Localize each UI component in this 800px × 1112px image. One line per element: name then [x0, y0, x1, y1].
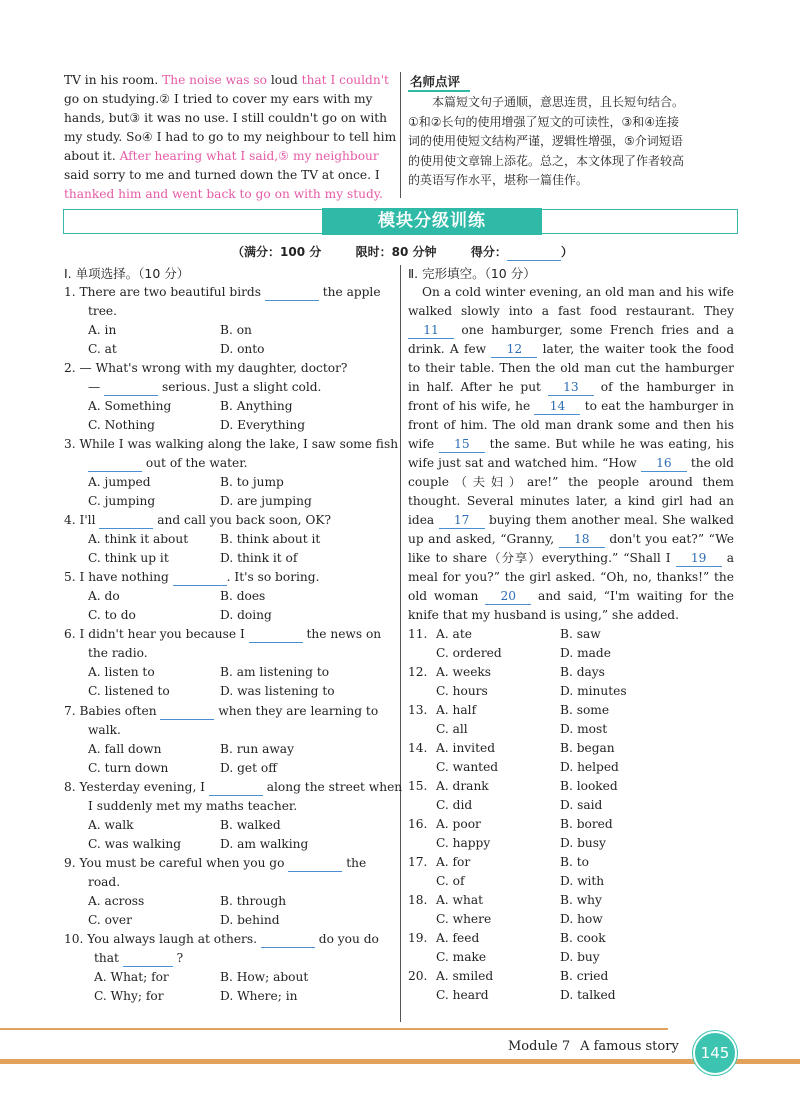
question-3: 3. While I was walking along the lake, I saw some fish	[64, 437, 399, 451]
answer-blank[interactable]	[249, 627, 303, 643]
option[interactable]: B. on	[220, 323, 252, 337]
option[interactable]: A. feed	[436, 931, 480, 945]
passage-line: hands, but③ it was no use. I still couldn't go on with	[64, 111, 387, 125]
option[interactable]: B. saw	[560, 627, 601, 641]
option[interactable]: D. said	[560, 798, 603, 812]
cloze-blank[interactable]: 11	[408, 323, 454, 339]
cloze-blank[interactable]: 13	[548, 380, 594, 396]
question-9-cont: road.	[88, 875, 121, 889]
option[interactable]: C. make	[436, 950, 487, 964]
option[interactable]: B. began	[560, 741, 615, 755]
option[interactable]: D. with	[560, 874, 605, 888]
page-number: 145	[693, 1031, 737, 1075]
cloze-text: one hamburger, some French fries and a drink. A few	[408, 323, 734, 356]
score-line: （满分：100 分 限时：80 分钟 得分： ）	[232, 245, 573, 259]
option[interactable]: D. talked	[560, 988, 616, 1002]
section1-heading: Ⅰ. 单项选择。（10 分）	[64, 266, 190, 281]
teacher-comment-body: 本篇短文句子通顺，意思连贯，且长短句结合。 ①和②长句的使用增强了短文的可读性，③和④连接 词的使用使短文结构严谨，逻辑性增强，⑤介词短语 的使用使文章锦上添花。总之，本文体现了作者较高 的英语写作水平，堪称一篇佳作。	[408, 95, 685, 187]
option[interactable]: C. ordered	[436, 646, 502, 660]
option[interactable]: A. jumped	[88, 475, 151, 489]
option[interactable]: B. through	[220, 894, 287, 908]
option[interactable]: A. for	[436, 855, 471, 869]
option[interactable]: C. where	[436, 912, 492, 926]
answer-blank[interactable]	[88, 456, 142, 472]
option[interactable]: A. across	[88, 894, 145, 908]
option[interactable]: D. was listening to	[220, 684, 335, 698]
option[interactable]: D. am walking	[220, 837, 309, 851]
option[interactable]: C. wanted	[436, 760, 499, 774]
question-6: 6. I didn't hear you because I the news on	[64, 627, 382, 641]
question-9: 9. You must be careful when you go the	[64, 856, 367, 870]
option[interactable]: A. drank	[436, 779, 489, 793]
option[interactable]: D. helped	[560, 760, 619, 774]
cloze-option-number: 13.	[408, 703, 428, 717]
option[interactable]: C. jumping	[88, 494, 156, 508]
option[interactable]: D. most	[560, 722, 608, 736]
cloze-blank[interactable]: 14	[534, 399, 580, 415]
cloze-option-number: 11.	[408, 627, 428, 641]
footer-module: Module 7 A famous story	[508, 1039, 679, 1054]
question-7: 7. Babies often when they are learning to	[64, 704, 379, 718]
option[interactable]: D. onto	[220, 342, 265, 356]
question-4: 4. I'll and call you back soon, OK?	[64, 513, 332, 527]
option[interactable]: C. listened to	[88, 684, 170, 698]
option[interactable]: D. made	[560, 646, 611, 660]
option[interactable]: A. ate	[436, 627, 472, 641]
cloze-text: of the hamburger in front of his wife, he	[408, 380, 734, 413]
option[interactable]: D. are jumping	[220, 494, 312, 508]
option[interactable]: C. did	[436, 798, 473, 812]
option[interactable]: B. think about it	[220, 532, 321, 546]
option[interactable]: B. some	[560, 703, 610, 717]
question-5: 5. I have nothing . It's so boring.	[64, 570, 320, 584]
option[interactable]: B. cried	[560, 969, 609, 983]
option[interactable]: C. heard	[436, 988, 489, 1002]
option[interactable]: B. to jump	[220, 475, 284, 489]
cloze-option-number: 17.	[408, 855, 428, 869]
option[interactable]: C. think up it	[88, 551, 169, 565]
question-2: 2. — What's wrong with my daughter, doctor?	[64, 361, 348, 375]
option[interactable]: B. Anything	[220, 399, 293, 413]
option[interactable]: B. looked	[560, 779, 618, 793]
option[interactable]: D. Everything	[220, 418, 306, 432]
option[interactable]: A. weeks	[436, 665, 492, 679]
cloze-blank[interactable]: 16	[641, 456, 687, 472]
option[interactable]: D. how	[560, 912, 603, 926]
teacher-comment	[408, 71, 738, 191]
option[interactable]: A. listen to	[88, 665, 155, 679]
option[interactable]: A. What; for	[94, 970, 169, 984]
passage-line: go on studying.② I tried to cover my ears with my	[64, 92, 373, 106]
banner-title: 模块分级训练	[322, 208, 542, 235]
score-blank[interactable]	[507, 245, 561, 261]
section2-heading: Ⅱ. 完形填空。（10 分）	[408, 266, 536, 281]
cloze-option-number: 20.	[408, 969, 428, 983]
question-8-cont: I suddenly met my maths teacher.	[88, 799, 298, 813]
option[interactable]: A. do	[88, 589, 120, 603]
cloze-blank[interactable]: 12	[491, 342, 537, 358]
option[interactable]: C. of	[436, 874, 465, 888]
option[interactable]: D. minutes	[560, 684, 627, 698]
option[interactable]: C. at	[88, 342, 117, 356]
passage-line: my study. So④ I had to go to my neighbour to tell him	[64, 130, 397, 144]
option[interactable]: A. poor	[436, 817, 481, 831]
option[interactable]: C. turn down	[88, 761, 169, 775]
cloze-blank[interactable]: 20	[485, 589, 531, 605]
option[interactable]: A. fall down	[88, 742, 162, 756]
option[interactable]: D. behind	[220, 913, 280, 927]
option[interactable]: C. to do	[88, 608, 136, 622]
option[interactable]: C. over	[88, 913, 132, 927]
question-1: 1. There are two beautiful birds the apple	[64, 285, 381, 299]
option[interactable]: B. run away	[220, 742, 294, 756]
question-3-cont: out of the water.	[88, 454, 418, 473]
question-8: 8. Yesterday evening, I along the street when	[64, 780, 403, 794]
option[interactable]: A. in	[88, 323, 117, 337]
option[interactable]: D. Where; in	[220, 989, 298, 1003]
cloze-text: the old couple（夫妇）are!” the people around them thought. Several minutes later, a kind girl had an idea	[408, 456, 734, 527]
passage-line: said sorry to me and turned down the TV at once. I	[64, 168, 380, 182]
cloze-option-number: 16.	[408, 817, 428, 831]
answer-blank[interactable]	[160, 704, 214, 720]
question-10: 10. You always laugh at others. do you do	[64, 932, 379, 946]
footer-rule	[0, 1028, 668, 1030]
cloze-text: the same. But while he was eating, his wife just sat and watched him. “How	[408, 437, 734, 470]
option[interactable]: A. half	[436, 703, 477, 717]
question-6-cont: the radio.	[88, 646, 148, 660]
cloze-option-number: 12.	[408, 665, 428, 679]
answer-blank[interactable]	[265, 285, 319, 301]
option[interactable]: B. to	[560, 855, 589, 869]
cloze-text: and said, “I'm waiting for the knife that my husband is using,” she added.	[408, 589, 734, 622]
answer-blank[interactable]	[288, 856, 342, 872]
answer-blank[interactable]	[173, 570, 227, 586]
passage-line: TV in his room. The noise was so loud that I couldn't	[64, 73, 389, 87]
top-passage	[64, 71, 396, 204]
option[interactable]: D. doing	[220, 608, 272, 622]
option[interactable]: A. what	[436, 893, 483, 907]
option[interactable]: B. why	[560, 893, 602, 907]
passage-line: thanked him and went back to go on with my study.	[64, 187, 383, 201]
cloze-text: don't you eat?” “We like to share（分享）everything.” “Shall I	[408, 532, 734, 565]
option[interactable]: A. walk	[88, 818, 134, 832]
cloze-blank[interactable]: 19	[676, 551, 722, 567]
cloze-option-number: 15.	[408, 779, 428, 793]
option[interactable]: B. How; about	[220, 970, 309, 984]
option[interactable]: B. cook	[560, 931, 606, 945]
cloze-option-number: 18.	[408, 893, 428, 907]
footer-band	[0, 1059, 800, 1064]
option[interactable]: D. buy	[560, 950, 600, 964]
section-banner	[63, 209, 738, 234]
answer-blank[interactable]	[261, 932, 315, 948]
option[interactable]: B. bored	[560, 817, 613, 831]
cloze-text: buying them another meal. She walked up and asked, “Granny,	[408, 513, 734, 546]
cloze-text: On a cold winter evening, an old man and his wife walked slowly into a fast food restaurant. They	[408, 285, 734, 318]
cloze-text: to eat the hamburger in front of him. The old man drank some and then his wife	[408, 399, 734, 451]
option[interactable]: A. smiled	[436, 969, 494, 983]
passage-line: about it. After hearing what I said,⑤ my neighbour	[64, 149, 379, 163]
cloze-passage	[408, 283, 734, 625]
option[interactable]: C. Why; for	[94, 989, 164, 1003]
option[interactable]: A. think it about	[88, 532, 189, 546]
cloze-blank[interactable]: 18	[559, 532, 605, 548]
option[interactable]: D. busy	[560, 836, 606, 850]
option[interactable]: D. get off	[220, 761, 277, 775]
option[interactable]: B. does	[220, 589, 266, 603]
option[interactable]: A. invited	[436, 741, 495, 755]
option[interactable]: C. was walking	[88, 837, 181, 851]
option[interactable]: D. think it of	[220, 551, 298, 565]
cloze-blank[interactable]: 15	[439, 437, 485, 453]
option[interactable]: B. am listening to	[220, 665, 330, 679]
option[interactable]: B. walked	[220, 818, 281, 832]
cloze-option-number: 14.	[408, 741, 428, 755]
cloze-option-number: 19.	[408, 931, 428, 945]
question-2-cont: — serious. Just a slight cold.	[88, 380, 322, 394]
teacher-comment-title: 名师点评	[408, 71, 738, 90]
option[interactable]: C. Nothing	[88, 418, 155, 432]
option[interactable]: C. hours	[436, 684, 488, 698]
cloze-text: later, the waiter took the food to their table. Then the old man cut the hamburger in half. After he put	[408, 342, 734, 394]
question-1-cont: tree.	[88, 304, 118, 318]
question-7-cont: walk.	[88, 723, 121, 737]
answer-blank[interactable]	[123, 951, 173, 967]
question-10-cont: that ?	[94, 951, 184, 965]
answer-blank[interactable]	[104, 380, 158, 396]
answer-blank[interactable]	[209, 780, 263, 796]
option[interactable]: A. Something	[88, 399, 172, 413]
answer-blank[interactable]	[99, 513, 153, 529]
cloze-blank[interactable]: 17	[439, 513, 485, 529]
option[interactable]: B. days	[560, 665, 605, 679]
cloze-text: a meal for you?” the girl asked. “Oh, no, thanks!” the old woman	[408, 551, 735, 603]
option[interactable]: C. all	[436, 722, 468, 736]
option[interactable]: C. happy	[436, 836, 491, 850]
top-divider	[400, 72, 401, 198]
